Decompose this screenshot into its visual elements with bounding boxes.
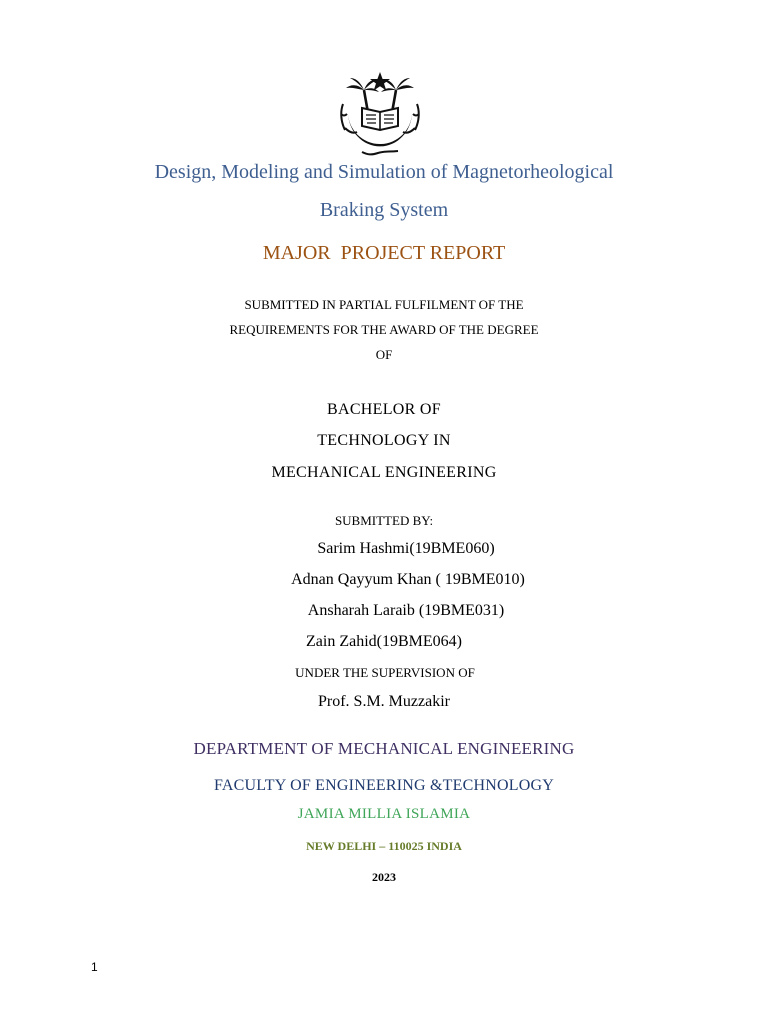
- university-name: JAMIA MILLIA ISLAMIA: [297, 806, 471, 822]
- report-title-line-1: Design, Modeling and Simulation of Magnetorheological: [154, 161, 614, 183]
- supervisor-name: Prof. S.M. Muzzakir: [318, 693, 450, 710]
- student-name: Sarim Hashmi(19BME060): [317, 540, 495, 557]
- page-number: 1: [91, 960, 98, 974]
- report-title-line-2: Braking System: [319, 199, 449, 221]
- student-name: Adnan Qayyum Khan ( 19BME010): [291, 571, 525, 588]
- student-name: Zain Zahid(19BME064): [306, 633, 462, 650]
- university-address: NEW DELHI – 110025 INDIA: [306, 839, 462, 853]
- degree-line-3: MECHANICAL ENGINEERING: [271, 464, 497, 481]
- degree-line-1: BACHELOR OF: [327, 401, 441, 418]
- submission-statement-line-3: OF: [375, 347, 393, 362]
- submission-statement-line-1: SUBMITTED IN PARTIAL FULFILMENT OF THE: [244, 297, 524, 312]
- submission-statement-line-2: REQUIREMENTS FOR THE AWARD OF THE DEGREE: [229, 322, 539, 337]
- department-name: DEPARTMENT OF MECHANICAL ENGINEERING: [193, 739, 575, 758]
- faculty-name: FACULTY OF ENGINEERING &TECHNOLOGY: [214, 777, 554, 794]
- report-type-heading: MAJOR PROJECT REPORT: [262, 242, 506, 264]
- university-emblem-icon: [334, 68, 426, 160]
- student-name: Ansharah Laraib (19BME031): [307, 602, 505, 619]
- degree-line-2: TECHNOLOGY IN: [317, 432, 451, 449]
- submission-year: 2023: [372, 870, 396, 884]
- submitted-by-label: SUBMITTED BY:: [334, 513, 434, 528]
- supervision-label: UNDER THE SUPERVISION OF: [295, 665, 475, 680]
